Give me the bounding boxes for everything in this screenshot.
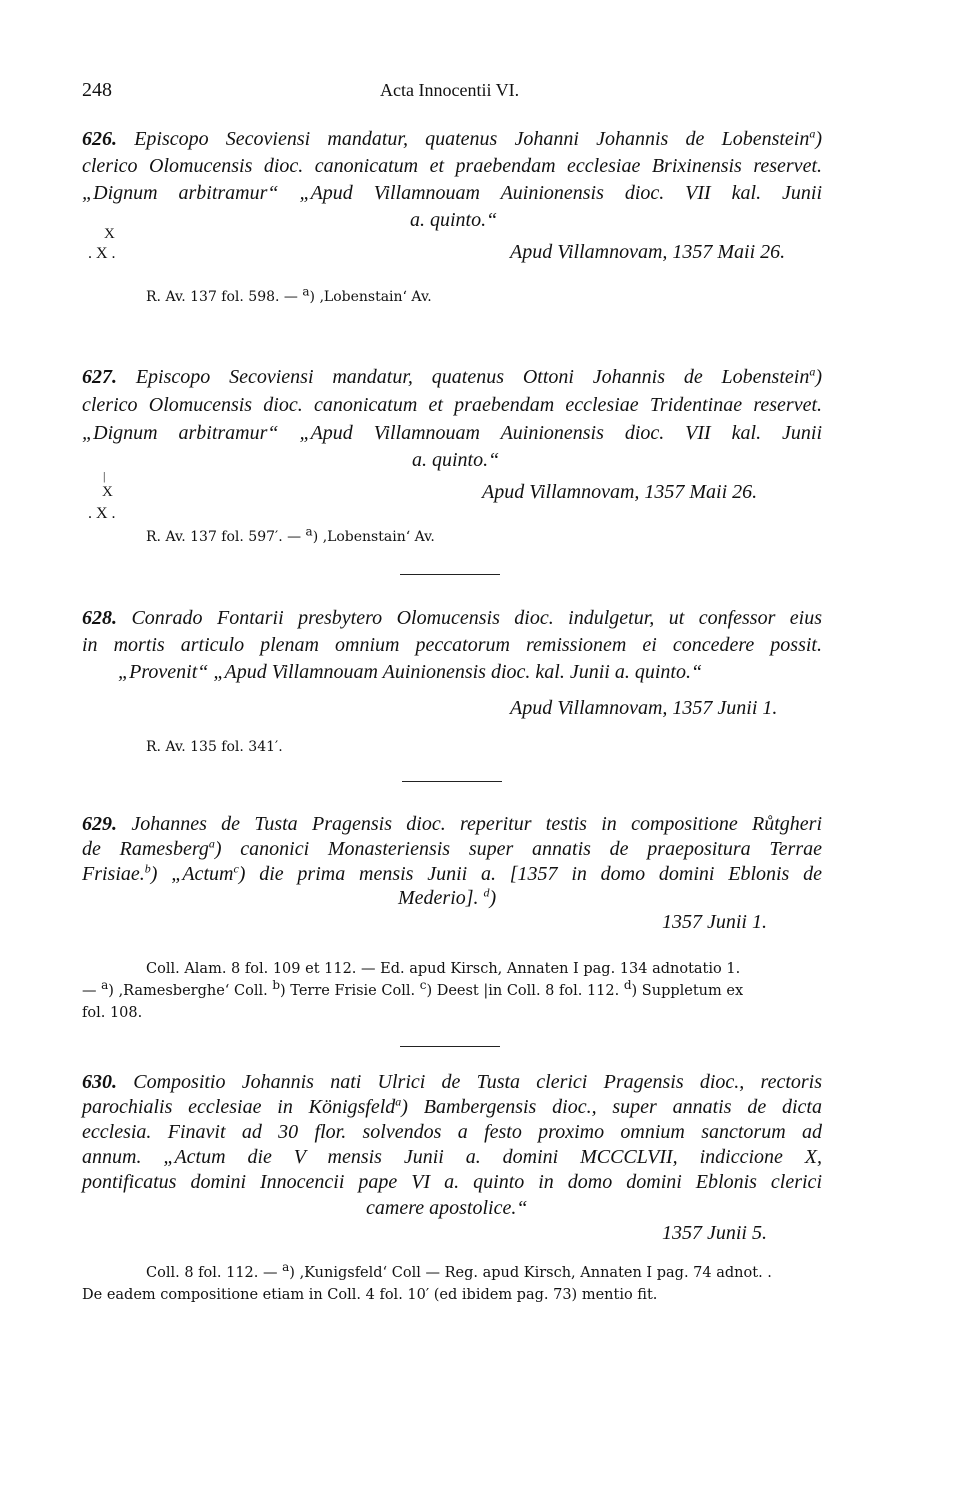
entry-629-line-1: 629. Johannes de Tusta Pragensis dioc. reperitur testis in compositione Růtgheri [82, 813, 823, 835]
notarial-mark: . X . [88, 245, 116, 262]
entry-628-date: Apud Villamnovam, 1357 Junii 1. [510, 697, 778, 719]
entry-629-notes-1: Coll. Alam. 8 fol. 109 et 112. — Ed. apud Kirsch, Annaten I pag. 134 adnotatio 1. [146, 961, 741, 977]
entry-626-line-3: „Dignum arbitramur“ „Apud Villamnouam Auinionensis dioc. VII kal. Junii [82, 182, 822, 204]
entry-629-line-2: de Ramesberg$^a$) canonici Monasteriensis super annatis de praepositura Terrae [82, 836, 822, 860]
entry-630-notes-2: De eadem compositione etiam in Coll. 4 fol. 10′ (ed ibidem pag. 73) mentio fit. [82, 1287, 658, 1303]
entry-627-date: Apud Villamnovam, 1357 Maii 26. [482, 481, 758, 503]
entry-627-line-2: clerico Olomucensis dioc. canonicatum et praebendam ecclesiae Tridentinae reservet. [82, 394, 822, 416]
entry-628-line-3: „Provenit“ „Apud Villamnouam Auinionensis dioc. kal. Junii a. quinto.“ [118, 661, 703, 683]
entry-629-notes-2: — $^a$) ‚Ramesberghe‘ Coll. $^b$) Terre Frisie Coll. $^c$) Deest |in Coll. 8 fol. 112. $^d$) Suppletum ex [82, 978, 744, 999]
entry-number: 630. [82, 1071, 117, 1093]
entry-629-date: 1357 Junii 1. [662, 911, 767, 933]
entry-626-source: R. Av. 137 fol. 598. — $^a$) ‚Lobenstain‘ Av. [146, 284, 432, 305]
entry-628-source: R. Av. 135 fol. 341′. [146, 739, 283, 755]
entry-628-line-2: in mortis articulo plenam omnium peccatorum remissionem ei concedere possit. [82, 634, 822, 656]
entry-630-line-3: ecclesia. Finavit ad 30 flor. solvendos a festo proximo omnium sanctorum ad [82, 1121, 822, 1143]
entry-627-line-4: a. quinto.“ [412, 449, 500, 471]
entry-630-line-6: camere apostolice.“ [366, 1197, 528, 1219]
entry-number: 626. [82, 128, 117, 150]
notarial-mark: | [103, 469, 106, 483]
entry-number: 629. [82, 813, 117, 835]
entry-629-line-4: Mederio]. $^d$) [398, 885, 497, 909]
entry-629-line-3: Frisiae.$^b$) „Actum$^c$) die prima mensis Junii a. [1357 in domo domini Eblonis de [82, 861, 823, 885]
notarial-mark: X [102, 484, 113, 500]
entry-630-line-4: annum. „Actum die V mensis Junii a. domini MCCCLVII, indiccione X, [82, 1146, 822, 1168]
entry-630-date: 1357 Junii 5. [662, 1222, 767, 1244]
entry-630-line-1: 630. Compositio Johannis nati Ulrici de Tusta clerici Pragensis dioc., rectoris [82, 1071, 822, 1093]
section-divider [400, 1046, 500, 1047]
entry-number: 627. [82, 366, 117, 388]
entry-628-line-1: 628. Conrado Fontarii presbytero Olomucensis dioc. indulgetur, ut confessor eius [82, 607, 823, 629]
section-divider [400, 574, 500, 575]
notarial-mark: . X . [88, 505, 116, 522]
entry-630-line-5: pontificatus domini Innocencii pape VI a. quinto in domo domini Eblonis clerici [82, 1171, 822, 1193]
entry-627-line-1: 627. Episcopo Secoviensi mandatur, quatenus Ottoni Johannis de Lobenstein$^a$) [82, 364, 822, 388]
entry-627-source: R. Av. 137 fol. 597′. — $^a$) ‚Lobenstain‘ Av. [146, 524, 435, 545]
entry-number: 628. [82, 607, 117, 629]
notarial-mark: X [104, 226, 115, 242]
page-number: 248 [82, 79, 112, 101]
entry-629-notes-3: fol. 108. [82, 1005, 143, 1021]
entry-626-line-4: a. quinto.“ [410, 209, 498, 231]
entry-626-date: Apud Villamnovam, 1357 Maii 26. [510, 241, 786, 263]
entry-626-line-1: 626. Episcopo Secoviensi mandatur, quatenus Johanni Johannis de Lobenstein$^a$) [82, 126, 823, 150]
section-divider [402, 781, 502, 782]
running-title: Acta Innocentii VI. [380, 80, 520, 100]
entry-630-notes-1: Coll. 8 fol. 112. — $^a$) ‚Kunigsfeld‘ Coll — Reg. apud Kirsch, Annaten I pag. 74 adnot. . [146, 1260, 772, 1281]
entry-627-line-3: „Dignum arbitramur“ „Apud Villamnouam Auinionensis dioc. VII kal. Junii [82, 422, 822, 444]
entry-630-line-2: parochialis ecclesiae in Königsfeld$^a$) Bambergensis dioc., super annatis de dicta [82, 1094, 822, 1118]
entry-626-line-2: clerico Olomucensis dioc. canonicatum et praebendam ecclesiae Brixinensis reservet. [82, 155, 822, 177]
